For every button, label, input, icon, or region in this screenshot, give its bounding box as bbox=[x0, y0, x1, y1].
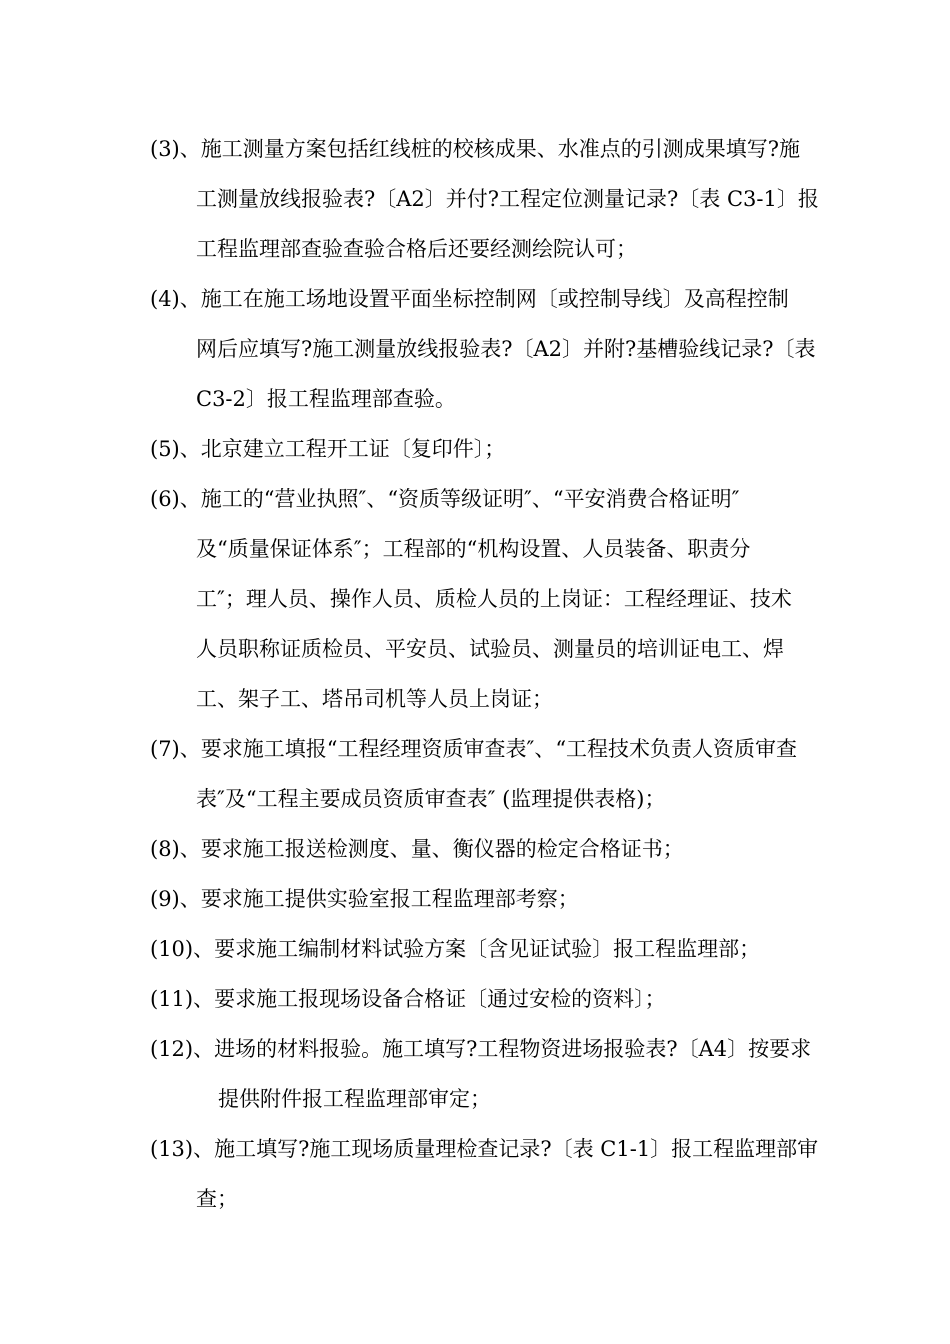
list-item-5 bbox=[150, 424, 850, 474]
item-6-line-4: 人员职称证质检员、平安员、试验员、测量员的培训证电工、焊 bbox=[196, 637, 784, 661]
list-item-9 bbox=[150, 874, 850, 924]
list-item-12 bbox=[150, 1024, 850, 1124]
list-item-11 bbox=[150, 974, 850, 1024]
list-item-10 bbox=[150, 924, 850, 974]
item-3-line-1: (3)、施工测量方案包括红线桩的校核成果、水准点的引测成果填写?施 bbox=[150, 137, 801, 161]
item-11-line-1: (11)、要求施工报现场设备合格证〔通过安检的资料〕； bbox=[150, 987, 666, 1011]
document-body bbox=[150, 124, 850, 1224]
item-13-line-1: (13)、施工填写?施工现场质量理检查记录?〔表 C1-1〕报工程监理部审 bbox=[150, 1137, 819, 1161]
list-item-7 bbox=[150, 724, 850, 824]
item-3-line-2: 工测量放线报验表?〔A2〕并付?工程定位测量记录?〔表 C3-1〕报 bbox=[196, 187, 819, 211]
item-7-line-2: 表″及“工程主要成员资质审查表″ (监理提供表格)； bbox=[196, 787, 666, 811]
item-9-line-1: (9)、要求施工提供实验室报工程监理部考察； bbox=[150, 887, 579, 911]
item-4-line-3: C3-2〕报工程监理部查验。 bbox=[196, 387, 456, 411]
item-12-line-1: (12)、进场的材料报验。施工填写?工程物资进场报验表?〔A4〕按要求 bbox=[150, 1037, 812, 1061]
item-8-line-1: (8)、要求施工报送检测度、量、衡仪器的检定合格证书； bbox=[150, 837, 684, 861]
item-6-line-5: 工、架子工、塔吊司机等人员上岗证； bbox=[196, 687, 553, 711]
item-4-line-2: 网后应填写?施工测量放线报验表?〔A2〕并附?基槽验线记录?〔表 bbox=[196, 337, 816, 361]
list-item-8 bbox=[150, 824, 850, 874]
item-5-line-1: (5)、北京建立工程开工证〔复印件〕； bbox=[150, 437, 506, 461]
list-item-6 bbox=[150, 474, 850, 724]
item-3-line-3: 工程监理部查验查验合格后还要经测绘院认可； bbox=[196, 237, 637, 261]
item-10-line-1: (10)、要求施工编制材料试验方案〔含见证试验〕报工程监理部； bbox=[150, 937, 761, 961]
list-item-4 bbox=[150, 274, 850, 424]
list-item-13 bbox=[150, 1124, 850, 1224]
item-7-line-1: (7)、要求施工填报“工程经理资质审查表″、“工程技术负责人资质审查 bbox=[150, 737, 798, 761]
item-6-line-1: (6)、施工的“营业执照″、“资质等级证明″、“平安消费合格证明″ bbox=[150, 487, 740, 511]
item-6-line-2: 及“质量保证体系″；工程部的“机构设置、人员装备、职责分 bbox=[196, 537, 751, 561]
list-item-3 bbox=[150, 124, 850, 274]
item-13-line-2: 查； bbox=[196, 1187, 238, 1211]
item-4-line-1: (4)、施工在施工场地设置平面坐标控制网〔或控制导线〕及高程控制 bbox=[150, 287, 789, 311]
item-6-line-3: 工″；理人员、操作人员、质检人员的上岗证：工程经理证、技术 bbox=[196, 587, 792, 611]
item-12-line-2: 提供附件报工程监理部审定； bbox=[218, 1087, 491, 1111]
